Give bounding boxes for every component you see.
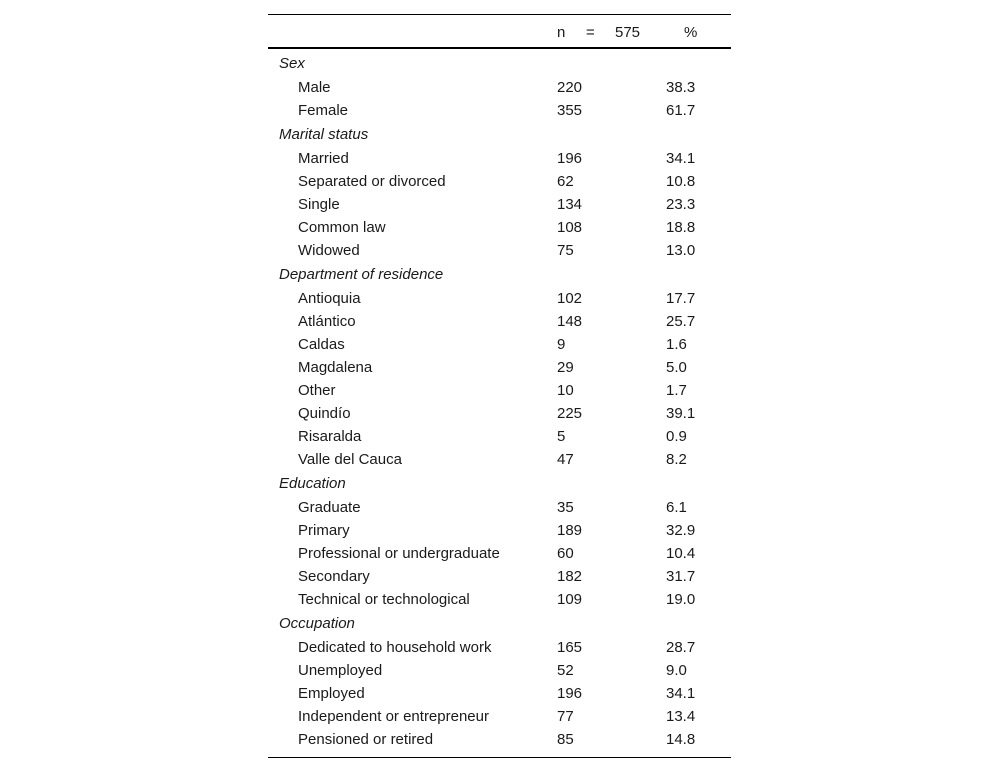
row-count: 196 [557,150,583,167]
table-body [268,49,731,757]
table-row [268,425,731,448]
category-label: Sex [279,55,305,72]
row-label: Separated or divorced [298,173,446,190]
row-label: Valle del Cauca [298,451,402,468]
row-percent: 14.8 [666,731,696,748]
row-percent: 17.7 [666,290,696,307]
row-label: Technical or technological [298,591,470,608]
row-label: Married [298,150,349,167]
row-label: Antioquia [298,290,361,307]
header-total: 575 [615,24,641,41]
row-percent: 31.7 [666,568,696,585]
row-label: Other [298,382,336,399]
header-n-label: n [557,24,566,41]
category-label: Occupation [279,615,355,632]
row-percent: 10.8 [666,173,696,190]
row-count: 165 [557,639,583,656]
row-label: Male [298,79,331,96]
row-label: Widowed [298,242,360,259]
row-percent: 13.4 [666,708,696,725]
row-percent: 0.9 [666,428,687,445]
row-percent: 1.6 [666,336,687,353]
row-percent: 34.1 [666,150,696,167]
row-label: Professional or undergraduate [298,545,500,562]
table-row [268,519,731,542]
row-count: 108 [557,219,583,236]
table-row [268,310,731,333]
row-percent: 6.1 [666,499,687,516]
table-row [268,542,731,565]
row-label: Secondary [298,568,370,585]
header-equals: = [586,24,595,41]
row-percent: 38.3 [666,79,696,96]
row-count: 85 [557,731,574,748]
row-count: 5 [557,428,566,445]
row-percent: 39.1 [666,405,696,422]
row-percent: 8.2 [666,451,687,468]
row-count: 77 [557,708,574,725]
row-count: 148 [557,313,583,330]
table-row [268,636,731,659]
row-label: Quindío [298,405,351,422]
row-count: 10 [557,382,574,399]
row-percent: 13.0 [666,242,696,259]
table-row [268,565,731,588]
table-row [268,193,731,216]
table-row [268,588,731,611]
demographics-table [268,14,731,758]
row-label: Employed [298,685,365,702]
row-label: Single [298,196,340,213]
header-pct-label: % [684,24,698,41]
row-label: Graduate [298,499,361,516]
row-label: Independent or entrepreneur [298,708,489,725]
table-row [268,76,731,99]
table-row [268,402,731,425]
table-row [268,99,731,122]
row-label: Dedicated to household work [298,639,492,656]
row-percent: 61.7 [666,102,696,119]
row-label: Risaralda [298,428,362,445]
table-row [268,239,731,262]
row-count: 102 [557,290,583,307]
row-percent: 9.0 [666,662,687,679]
row-count: 355 [557,102,583,119]
row-percent: 19.0 [666,591,696,608]
table-row [268,448,731,471]
row-count: 189 [557,522,583,539]
table-row [268,659,731,682]
row-count: 29 [557,359,574,376]
row-count: 52 [557,662,574,679]
row-percent: 32.9 [666,522,696,539]
row-count: 47 [557,451,574,468]
row-count: 35 [557,499,574,516]
category-row [268,611,731,636]
table-row [268,379,731,402]
table-row [268,287,731,310]
table-row [268,496,731,519]
table-row [268,216,731,239]
row-label: Common law [298,219,386,236]
row-count: 134 [557,196,583,213]
table-row [268,682,731,705]
row-count: 109 [557,591,583,608]
row-label: Primary [298,522,350,539]
row-count: 220 [557,79,583,96]
row-label: Female [298,102,349,119]
table-row [268,170,731,193]
row-percent: 23.3 [666,196,696,213]
row-percent: 34.1 [666,685,696,702]
row-label: Atlántico [298,313,356,330]
category-label: Department of residence [279,266,444,283]
row-count: 60 [557,545,574,562]
table-row [268,356,731,379]
row-percent: 18.8 [666,219,696,236]
category-row [268,51,731,76]
row-percent: 28.7 [666,639,696,656]
table-row [268,728,731,751]
category-row [268,262,731,287]
category-label: Education [279,475,346,492]
row-count: 75 [557,242,574,259]
category-label: Marital status [279,126,369,143]
table-row [268,333,731,356]
row-label: Caldas [298,336,345,353]
category-row [268,122,731,147]
row-count: 225 [557,405,583,422]
row-percent: 5.0 [666,359,687,376]
row-count: 196 [557,685,583,702]
table-row [268,147,731,170]
row-percent: 1.7 [666,382,687,399]
row-label: Magdalena [298,359,373,376]
row-percent: 25.7 [666,313,696,330]
row-count: 62 [557,173,574,190]
category-row [268,471,731,496]
table-row [268,705,731,728]
row-percent: 10.4 [666,545,696,562]
row-label: Unemployed [298,662,383,679]
row-count: 182 [557,568,583,585]
row-count: 9 [557,336,566,353]
row-label: Pensioned or retired [298,731,434,748]
table-header [268,15,731,49]
